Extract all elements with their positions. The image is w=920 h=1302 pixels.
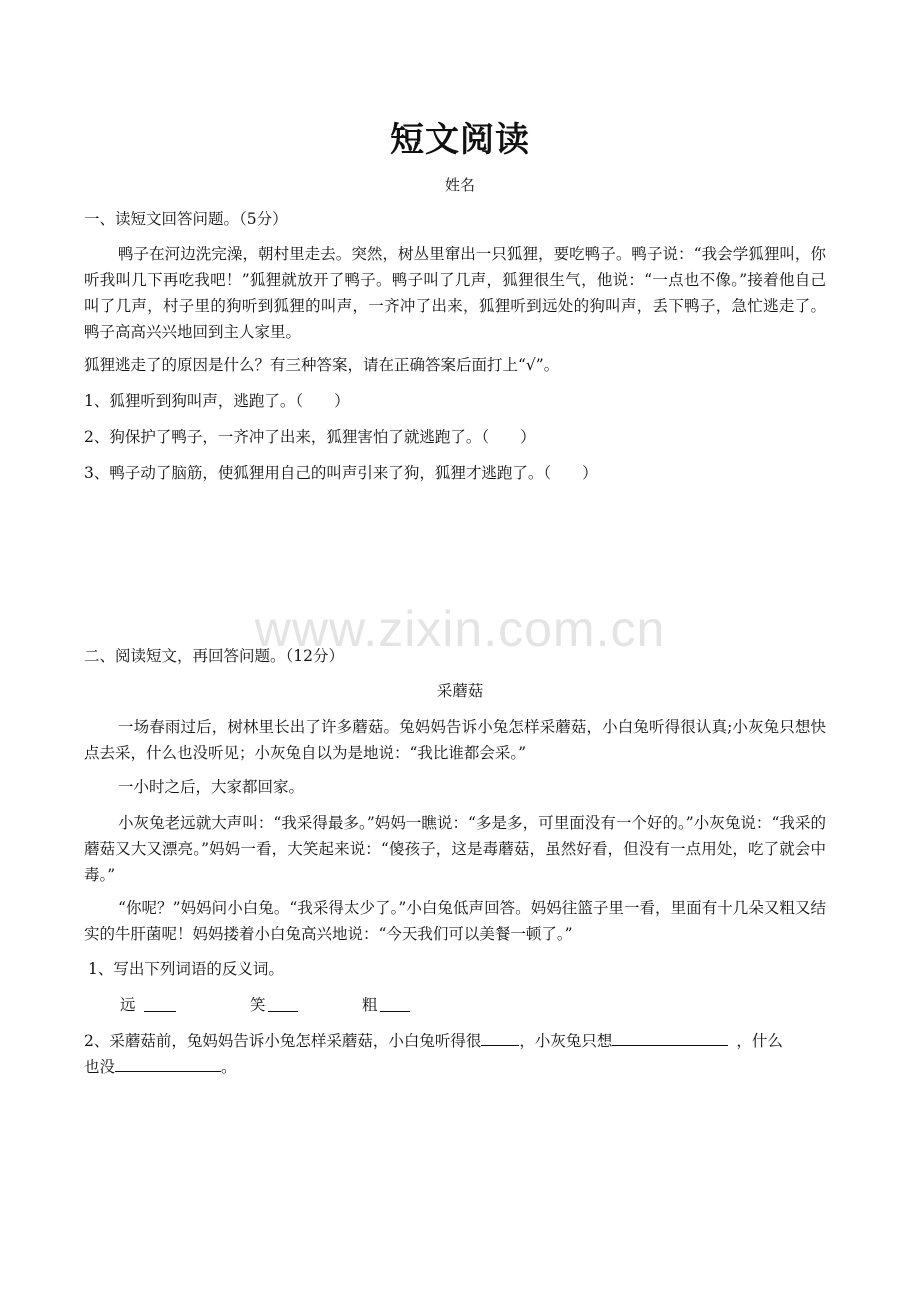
- story-paragraph-2: 一小时之后，大家都回家。: [118, 778, 305, 796]
- story-title: 采蘑菇: [436, 682, 484, 700]
- name-label: 姓名: [444, 176, 475, 194]
- antonym-item: 笑: [250, 992, 298, 1018]
- question-2-line-2: 也没 。: [84, 1053, 237, 1080]
- story-paragraph-4: “你呢？”妈妈问小白兔。“我采得太少了。”小白兔低声回答。妈妈往篮子里一看，里面有十几朵又粗又结实的牛肝菌呢！妈妈搂着小白兔高兴地说：“今天我们可以美餐一顿了。”: [84, 899, 826, 943]
- story-paragraph-1: 一场春雨过后，树林里长出了许多蘑菇。兔妈妈告诉小兔怎样采蘑菇，小白兔听得很认真;小灰兔只想快点去采，什么也没听见；小灰兔自以为是地说：“我比谁都会采。”: [84, 718, 826, 762]
- antonym-blank[interactable]: [380, 1001, 410, 1012]
- section1-story: 鸭子在河边洗完澡，朝村里走去。突然，树丛里窜出一只狐狸，要吃鸭子。鸭子说：“我会学狐狸叫，你听我叫几下再吃我吧！”狐狸就放开了鸭子。鸭子叫了几声，狐狸很生气，他说：“一点也不像。”接着他自己叫了几声，村子里的狗听到狐狸的叫声，一齐冲了出来，狐狸听到远处的狗叫声，丢下鸭子，急忙逃走了。鸭子高高兴兴地回到主人家里。: [84, 245, 826, 341]
- answer-blank[interactable]: [612, 1027, 728, 1046]
- answer-blank[interactable]: [481, 1027, 519, 1046]
- section1-question: 狐狸逃走了的原因是什么？有三种答案，请在正确答案后面打上“√”。: [84, 356, 560, 374]
- answer-blank[interactable]: [115, 1053, 221, 1072]
- story-paragraph-3: 小灰兔老远就大声叫：“我采得最多。”妈妈一瞧说：“多是多，可里面没有一个好的。”小灰兔说：“我采的蘑菇又大又漂亮。”妈妈一看，大笑起来说：“傻孩子，这是毒蘑菇，虽然好看，但没有一点用处，吃了就会中毒。”: [84, 814, 826, 884]
- section1-heading: 一、读短文回答问题。（5分）: [84, 210, 288, 228]
- section2-heading: 二、阅读短文，再回答问题。（12分）: [84, 647, 344, 665]
- page-title: 短文阅读: [390, 120, 530, 160]
- option-2: 2、狗保护了鸭子，一齐冲了出来，狐狸害怕了就逃跑了。（ ）: [84, 428, 536, 446]
- antonym-blank[interactable]: [268, 1001, 298, 1012]
- option-3: 3、鸭子动了脑筋，使狐狸用自己的叫声引来了狗，狐狸才逃跑了。（ ）: [84, 464, 598, 482]
- option-1: 1、狐狸听到狗叫声，逃跑了。（ ）: [84, 392, 350, 410]
- question-1: 1、写出下列词语的反义词。: [88, 960, 284, 978]
- antonym-item: 远: [120, 992, 176, 1018]
- antonym-item: 粗: [362, 992, 410, 1018]
- antonym-blank[interactable]: [144, 1001, 176, 1012]
- watermark: www.zixin.com.cn: [254, 601, 666, 657]
- question-2-line-1: 2、采蘑菇前，兔妈妈告诉小兔怎样采蘑菇，小白兔听得很 ，小灰兔只想 ，什么: [84, 1027, 783, 1054]
